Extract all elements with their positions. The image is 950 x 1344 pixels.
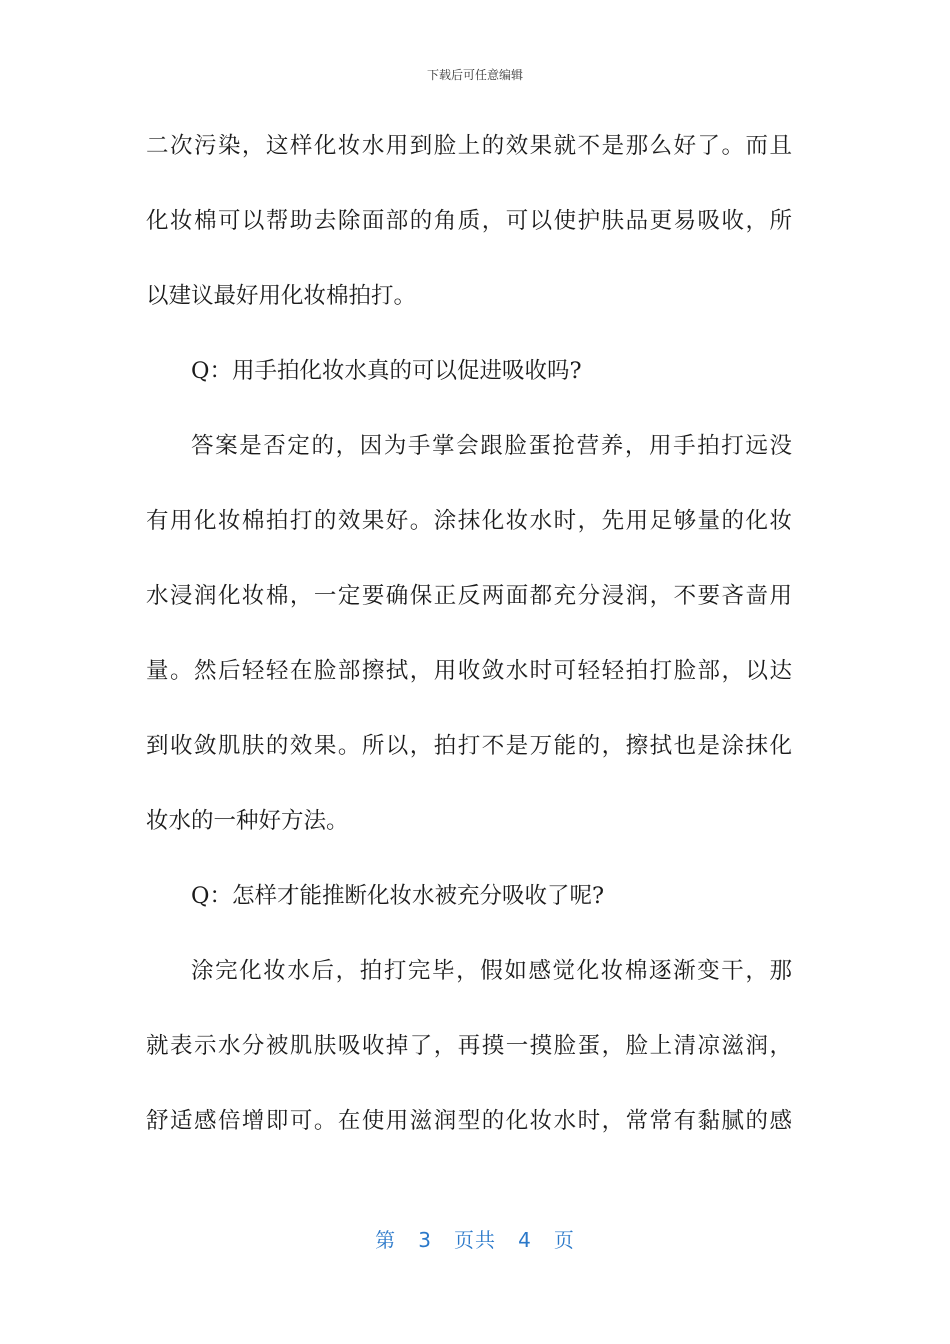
text-line: 到收敛肌肤的效果。所以，拍打不是万能的，擦拭也是涂抹化 — [146, 733, 792, 759]
text-line: 有用化妆棉拍打的效果好。涂抹化妆水时，先用足够量的化妆 — [146, 508, 792, 534]
text-line: 答案是否定的，因为手掌会跟脸蛋抢营养，用手拍打远没 — [191, 433, 792, 459]
page-footer — [0, 1224, 950, 1253]
page-label-suffix: 页 — [553, 1228, 575, 1252]
question-heading: Q：用手拍化妆水真的可以促进吸收吗? — [191, 358, 582, 384]
text-line: 化妆棉可以帮助去除面部的角质，可以使护肤品更易吸收，所 — [146, 208, 792, 234]
text-line: 就表示水分被肌肤吸收掉了，再摸一摸脸蛋，脸上清凉滋润， — [146, 1033, 792, 1059]
text-line: 以建议最好用化妆棉拍打。 — [146, 283, 417, 309]
current-page-number: 3 — [418, 1228, 432, 1252]
text-line: 涂完化妆水后，拍打完毕，假如感觉化妆棉逐渐变干，那 — [191, 958, 792, 984]
page-label-mid: 页共 — [454, 1228, 496, 1252]
total-pages-number: 4 — [518, 1228, 532, 1252]
text-line: 水浸润化妆棉，一定要确保正反两面都充分浸润，不要吝啬用 — [146, 583, 792, 609]
text-line: 妆水的一种好方法。 — [146, 808, 349, 834]
document-body — [146, 118, 792, 1168]
page-header: 下载后可任意编辑 — [426, 68, 523, 82]
page-label-prefix: 第 — [375, 1228, 397, 1252]
text-line: 舒适感倍增即可。在使用滋润型的化妆水时，常常有黏腻的感 — [146, 1108, 792, 1134]
question-heading: Q：怎样才能推断化妆水被充分吸收了呢? — [191, 883, 605, 909]
text-line: 量。然后轻轻在脸部擦拭，用收敛水时可轻轻拍打脸部，以达 — [146, 658, 792, 684]
text-line: 二次污染，这样化妆水用到脸上的效果就不是那么好了。而且 — [146, 133, 792, 159]
